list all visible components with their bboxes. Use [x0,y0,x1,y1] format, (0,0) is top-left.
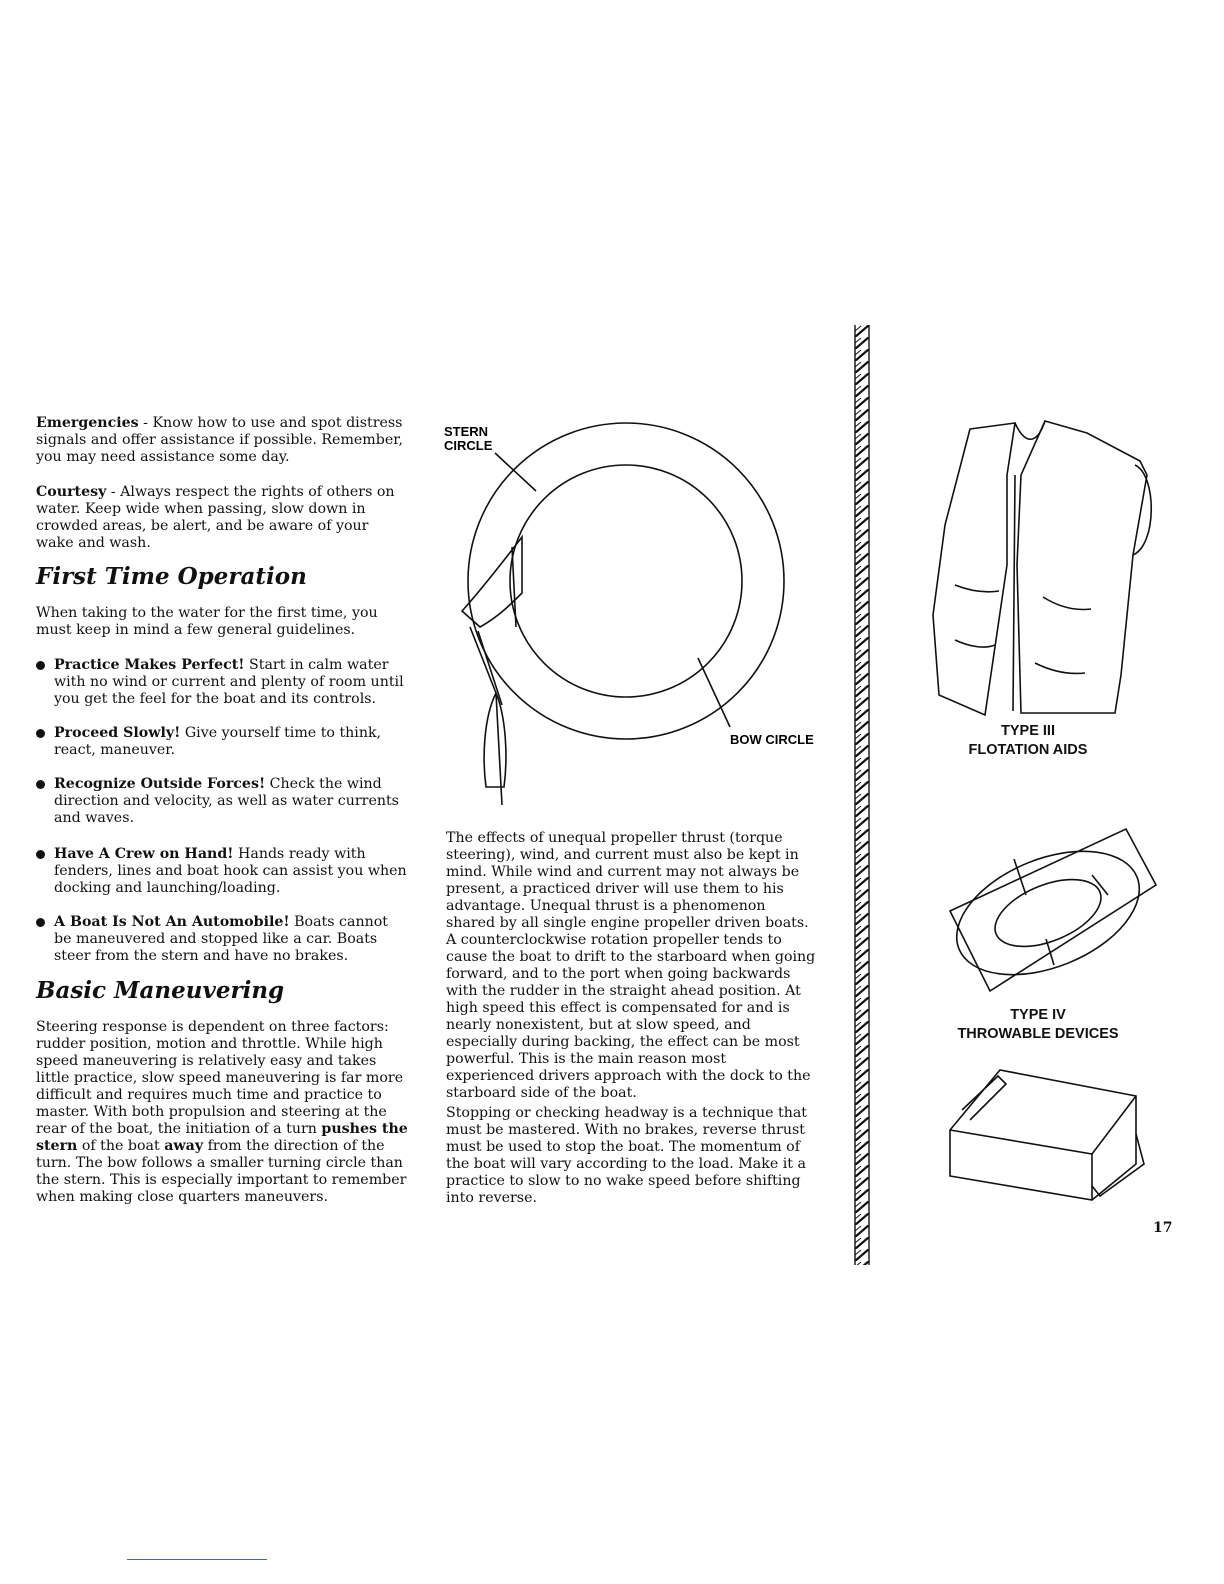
page-number: 17 [1153,1220,1173,1236]
first-time-heading: First Time Operation [36,563,307,590]
type-iii-label: TYPE III [1001,723,1055,739]
cushion-top-edge [950,1096,1136,1154]
bullet-text: Hands ready with fenders, lines and boat hook can assist you when docking and launching/loading. [54,846,407,896]
vest-left-panel [933,423,1015,715]
courtesy-lead: Courtesy [36,484,107,500]
courtesy-paragraph [36,484,408,552]
bullet-text: Start in calm water with no wind or current and plenty of room until you get the feel for the boat and its controls. [54,657,404,707]
basic-bold-1: pushes the stern [36,1121,408,1154]
buoy-band [1046,939,1054,965]
vest-quilt-line [955,585,999,592]
turning-boat-centerline [512,547,516,627]
basic-text-1: Steering response is dependent on three factors: rudder position, motion and throttle. While high speed maneuvering is relatively easy and takes little practice, slow speed maneuvering is far more difficult and requires much time and practice to master. With both propulsion and steering at the rear of the boat, the initiation of a turn [36,1019,404,1137]
basic-text-2: of the boat [77,1138,165,1154]
cushion-strap-left [962,1076,1006,1120]
emergencies-lead: Emergencies [36,415,139,431]
bullet-dot-icon [36,850,45,859]
bullet-lead: A Boat Is Not An Automobile! [54,914,290,930]
bullet-dot-icon [36,729,45,738]
type-iv-caption [928,1006,1148,1044]
ring-buoy-illustration [930,815,1170,1005]
type-iv-label: TYPE IV [1010,1007,1066,1023]
flotation-aids-label: FLOTATION AIDS [968,742,1088,758]
bullet-text: Give yourself time to think, react, maneuver. [54,725,382,758]
vest-collar [1015,421,1045,439]
bullet-lead: Proceed Slowly! [54,725,181,741]
type-iii-caption [928,722,1128,760]
bow-circle-label: BOW CIRCLE [730,732,814,747]
turning-circle-diagram [440,405,840,815]
life-vest-illustration [925,415,1165,725]
bullet-dot-icon [36,780,45,789]
track-line [470,627,496,693]
bullet-text: Check the wind direction and velocity, as well as water currents and waves. [54,776,399,826]
vest-quilt-line [955,640,995,647]
basic-maneuvering-paragraph [36,1019,408,1206]
vest-quilt-line [1035,663,1085,674]
bullet-dot-icon [36,661,45,670]
torque-paragraph: The effects of unequal propeller thrust (torque steering), wind, and current must also be kept in mind. While wind and current may not always be present, a practiced driver will use them to his advantage. Unequal thrust is a phenomenon shared by all single engine propeller driven boats. A counterclockwise rotation propeller tends to cause the boat to drift to the starboard when going forward, and to the port when going backwards with the rudder in the straight ahead position. At high speed this effect is compensated for and is nearly nonexistent, but at slow speed, and especially during backing, the effect can be most powerful. This is the main reason most experienced drivers approach with the dock to the starboard side of the boat. [446,830,816,1101]
emergencies-paragraph [36,415,408,466]
buoy-outer-ring [939,827,1157,999]
bullet-automobile [36,914,408,965]
bullet-dot-icon [36,918,45,927]
buoy-frame [950,829,1156,991]
bullet-recognize [36,776,408,827]
cushion-illustration [940,1060,1160,1210]
throwable-devices-label: THROWABLE DEVICES [957,1026,1119,1042]
basic-text-3: from the direction of the turn. The bow follows a smaller turning circle than the stern. This is especially important to remember when making close quarters maneuvers. [36,1138,407,1205]
footer-rule [127,1559,267,1560]
vest-zipper [1013,475,1015,711]
stopping-paragraph: Stopping or checking headway is a technique that must be mastered. With no brakes, reverse thrust must be used to stop the boat. The momentum of the boat will vary according to the load. Make it a practice to slow to no wake speed before shifting into reverse. [446,1105,807,1206]
bullet-practice [36,657,408,708]
basic-maneuvering-heading: Basic Maneuvering [36,977,285,1004]
vest-quilt-line [1043,597,1091,610]
track-line [478,631,502,705]
courtesy-text: - Always respect the rights of others on water. Keep wide when passing, slow down in crowded areas, be alert, and be aware of your wake and wash. [36,484,395,551]
vest-right-panel [1017,421,1147,713]
basic-bold-2: away [164,1138,204,1154]
straight-boat-hull [484,693,506,787]
first-time-intro: When taking to the water for the first time, you must keep in mind a few general guidelines. [36,605,378,638]
bow-leader-line [698,658,730,727]
bullet-text: Boats cannot be maneuvered and stopped like a car. Boats steer from the stern and have no brakes. [54,914,388,964]
bullet-lead: Practice Makes Perfect! [54,657,245,673]
bullet-proceed [36,725,408,759]
bullet-lead: Have A Crew on Hand! [54,846,234,862]
stern-circle [468,423,784,739]
emergencies-text: - Know how to use and spot distress signals and offer assistance if possible. Remember, you may need assistance some day. [36,415,403,465]
bullet-lead: Recognize Outside Forces! [54,776,266,792]
bullet-crew [36,846,408,897]
rope-divider [851,325,875,1265]
bow-circle [510,465,742,697]
stern-circle-label-2: CIRCLE [444,438,493,453]
stern-circle-label-1: STERN [444,424,489,439]
